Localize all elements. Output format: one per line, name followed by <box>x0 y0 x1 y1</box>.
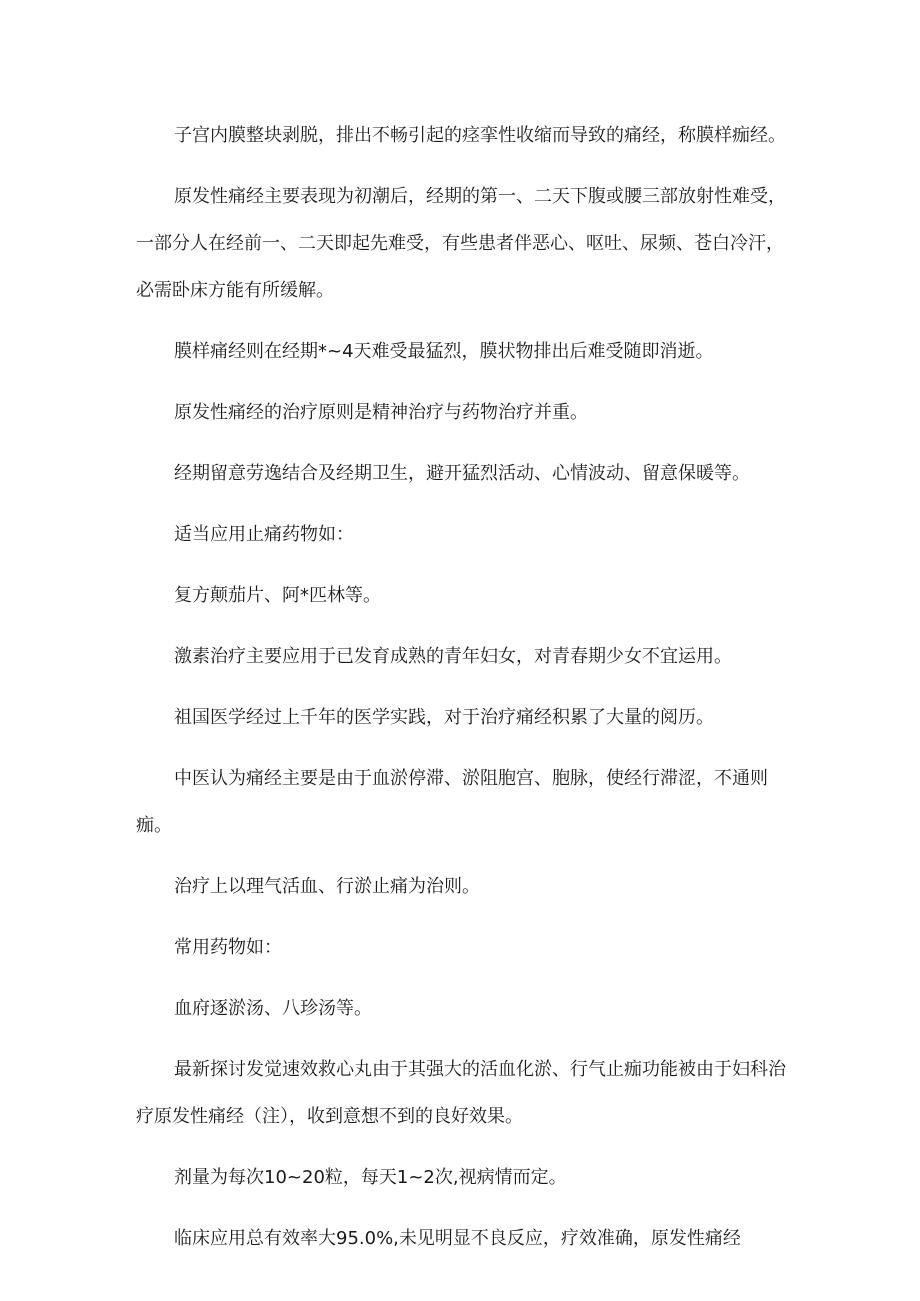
paragraph-16: 临床应用总有效率大95.0%,未见明显不良反应，疗效准确，原发性痛经 <box>174 1228 741 1249</box>
paragraph-15: 剂量为每次10~20粒，每天1~2次,视病情而定。 <box>174 1167 567 1188</box>
paragraph-7: 复方颠茄片、阿*匹林等。 <box>174 585 381 606</box>
paragraph-10: 中医认为痛经主要是由于血淤停滞、淤阻胞宫、胞脉，使经行滞涩，不通则痂。 <box>136 768 768 836</box>
paragraph-13: 血府逐淤汤、八珍汤等。 <box>174 998 372 1019</box>
paragraph-14: 最新探讨发觉速效救心丸由于其强大的活血化淤、行气止痂功能被由于妇科治疗原发性痛经（注），收到意想不到的良好效果。 <box>136 1059 786 1127</box>
paragraph-4: 原发性痛经的治疗原则是精神治疗与药物治疗并重。 <box>174 402 588 423</box>
paragraph-11: 治疗上以理气活血、行淤止痛为治则。 <box>174 876 480 897</box>
paragraph-9: 祖国医学经过上千年的医学实践，对于治疗痛经积累了大量的阅历。 <box>174 707 714 728</box>
paragraph-8: 激素治疗主要应用于已发育成熟的青年妇女，对青春期少女不宜运用。 <box>174 646 732 667</box>
paragraph-3: 膜样痛经则在经期*~4天难受最猛烈，膜状物排出后难受随即消逝。 <box>174 341 714 362</box>
paragraph-12: 常用药物如： <box>174 937 282 958</box>
document-body <box>136 112 786 1276</box>
paragraph-6: 适当应用止痛药物如： <box>174 524 354 545</box>
paragraph-1: 子宫内膜整块剥脱，排出不畅引起的痉挛性收缩而导致的痛经，称膜样痂经。 <box>174 125 786 146</box>
paragraph-5: 经期留意劳逸结合及经期卫生，避开猛烈活动、心情波动、留意保暖等。 <box>174 463 750 484</box>
paragraph-2: 原发性痛经主要表现为初潮后，经期的第一、二天下腹或腰三部放射性难受，一部分人在经前一、二天即起先难受，有些患者伴恶心、呕吐、尿频、苍白冷汗，必需卧床方能有所缓解。 <box>136 186 786 301</box>
